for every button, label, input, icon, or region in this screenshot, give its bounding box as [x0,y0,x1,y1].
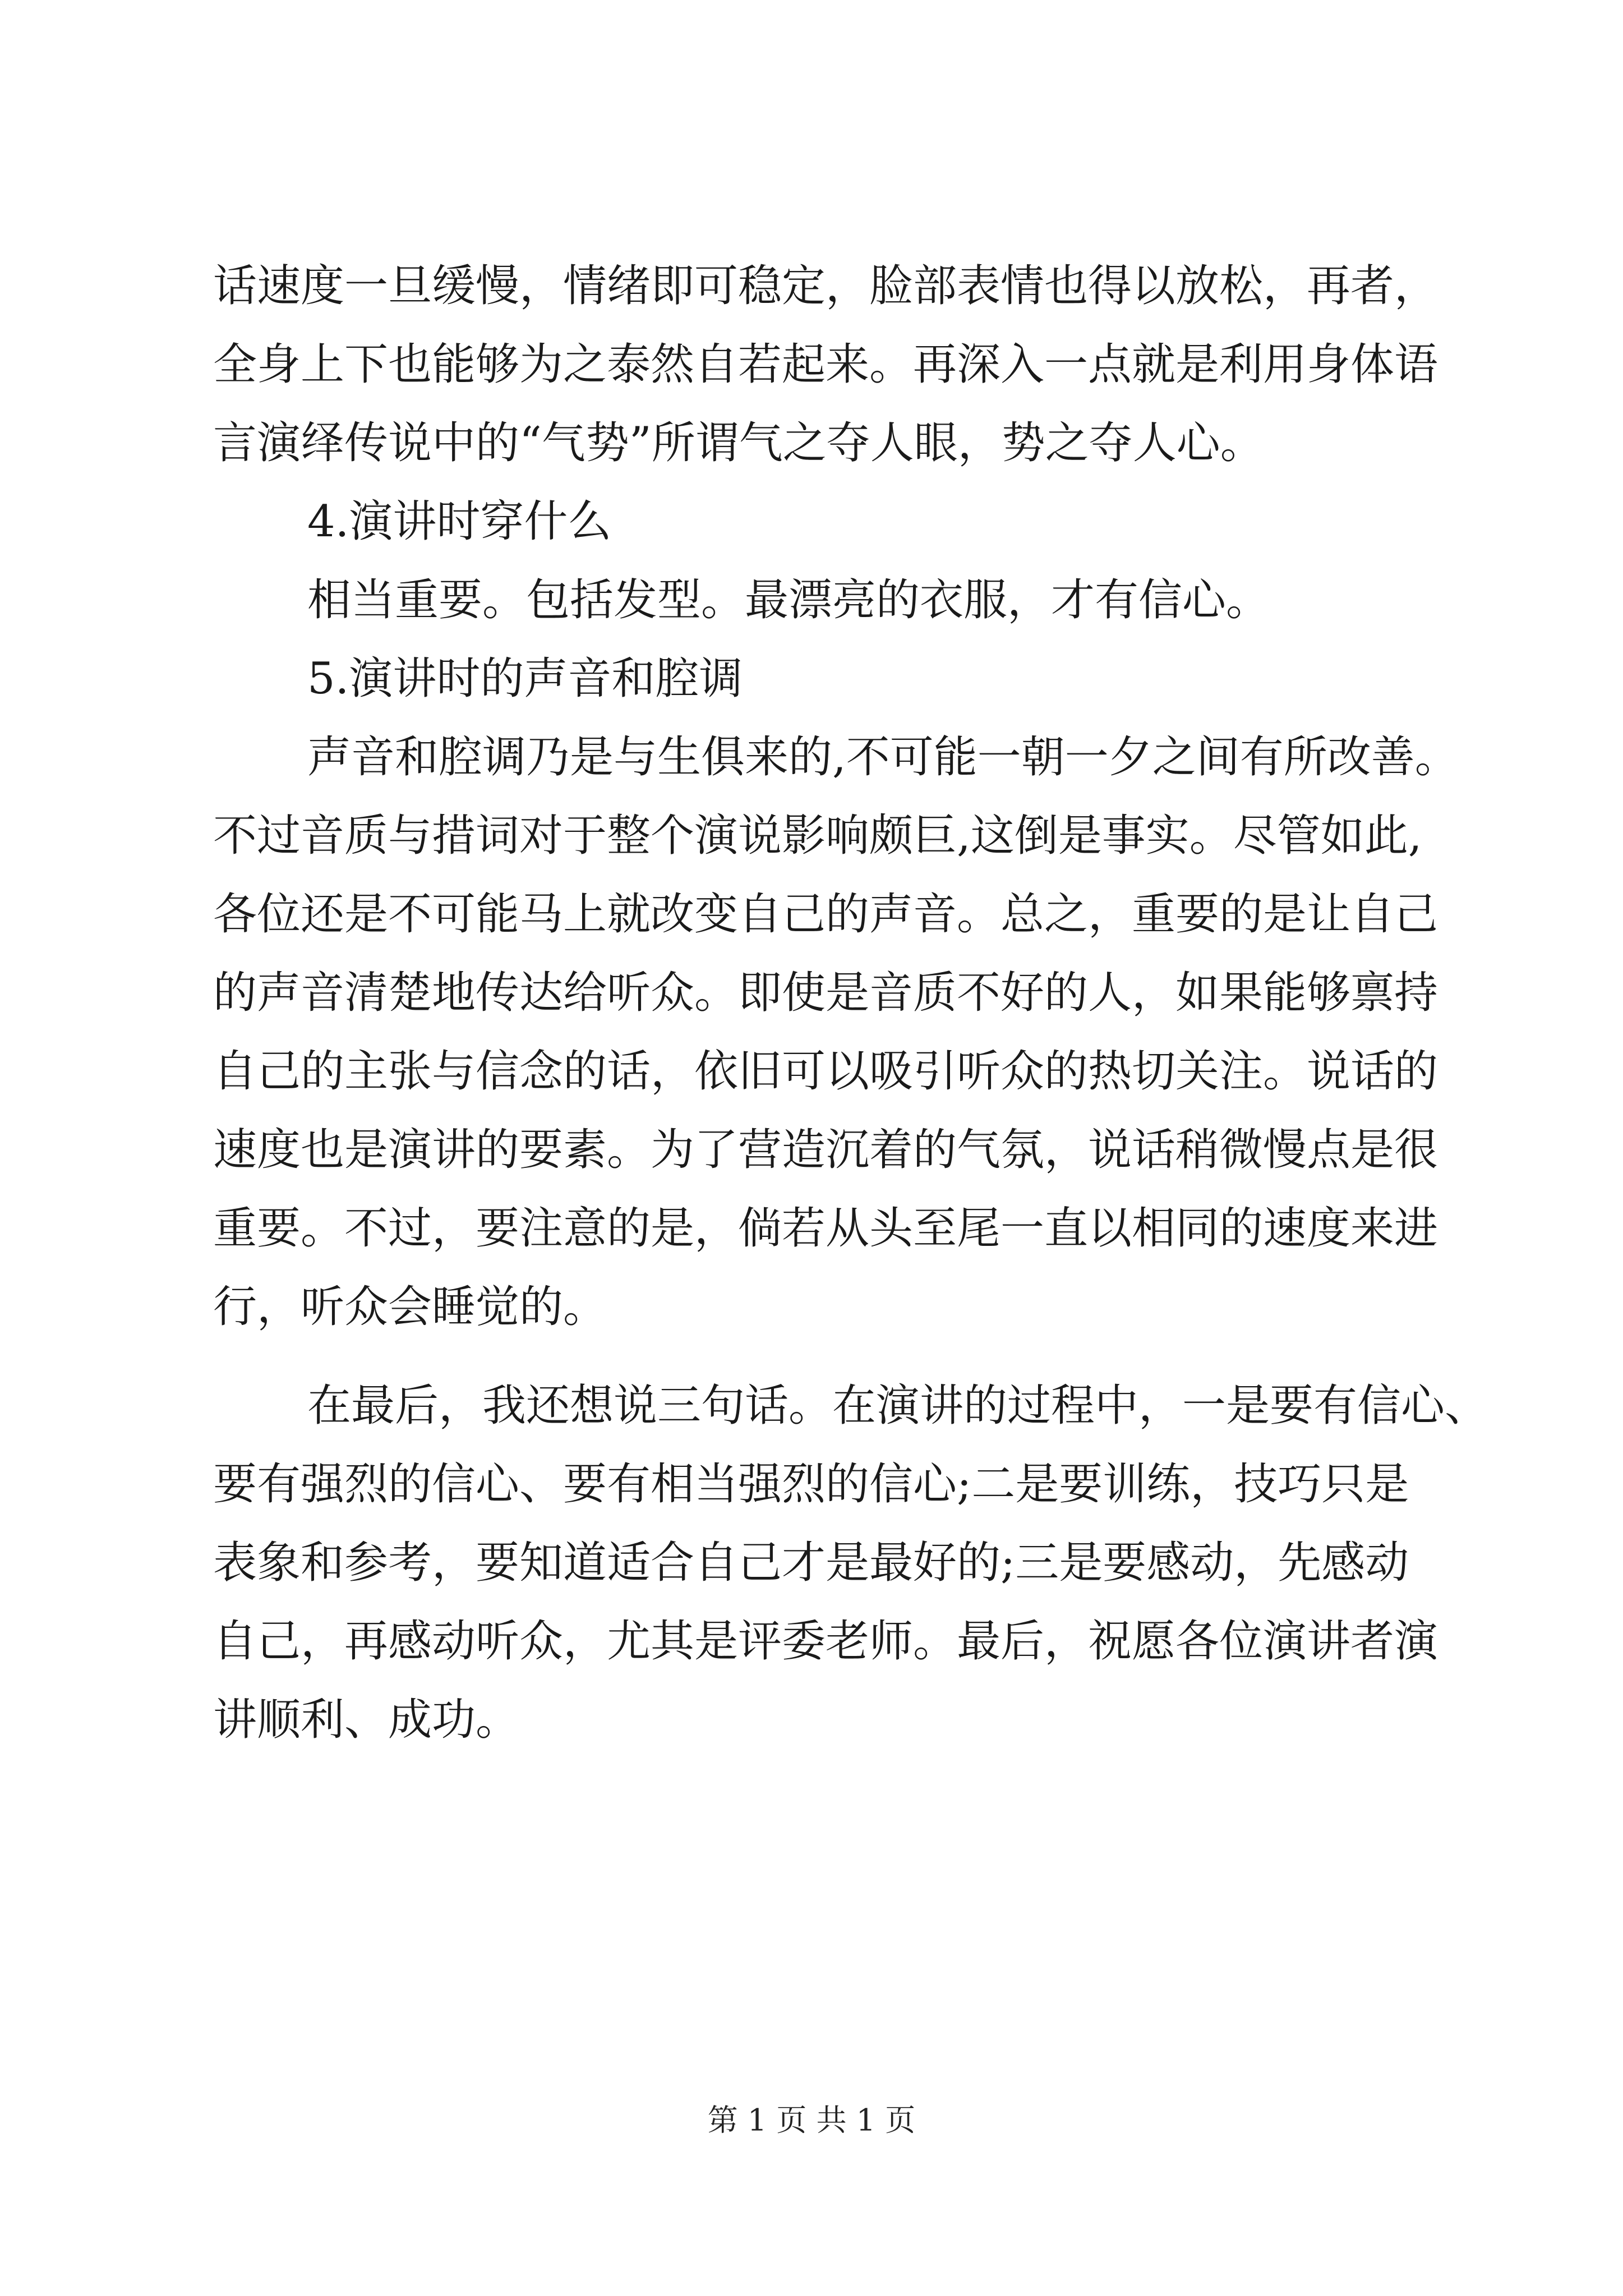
paragraph-line: 速度也是演讲的要素。为了营造沉着的气氛，说话稍微慢点是很 [213,1125,1438,1175]
paragraph-gap [213,1346,1413,1366]
paragraph-line: 表象和参考，要知道适合自己才是最好的;三是要感动，先感动 [213,1538,1409,1588]
paragraph-line: 讲顺利、成功。 [213,1695,520,1745]
paragraph-line: 自己，再感动听众，尤其是评委老师。最后，祝愿各位演讲者演 [213,1616,1438,1667]
page-footer: 第 1 页 共 1 页 [707,2102,916,2138]
paragraph-line: 自己的主张与信念的话，依旧可以吸引听众的热切关注。说话的 [213,1046,1438,1097]
section-heading: 5.演讲时的声音和腔调 [307,654,743,704]
paragraph-line: 声音和腔调乃是与生俱来的,不可能一朝一夕之间有所改善。 [307,732,1459,783]
paragraph-line: 话速度一旦缓慢，情绪即可稳定，脸部表情也得以放松，再者， [213,261,1438,311]
paragraph-line: 相当重要。包括发型。最漂亮的衣服，才有信心。 [307,575,1270,625]
paragraph-line: 要有强烈的信心、要有相当强烈的信心;二是要训练，技巧只是 [213,1459,1409,1510]
paragraph-line: 在最后，我还想说三句话。在演讲的过程中，一是要有信心、 [307,1381,1489,1431]
paragraph-line: 言演绎传说中的“气势”所谓气之夺人眼，势之夺人心。 [213,418,1264,468]
document-body [213,247,1489,1759]
paragraph-line: 行，听众会睡觉的。 [213,1282,607,1332]
paragraph-line: 不过音质与措词对于整个演说影响颇巨,这倒是事实。尽管如此, [213,811,1422,861]
paragraph-line: 各位还是不可能马上就改变自己的声音。总之，重要的是让自己 [213,889,1438,940]
paragraph-line: 重要。不过，要注意的是，倘若从头至尾一直以相同的速度来进 [213,1203,1438,1254]
paragraph-line: 的声音清楚地传达给听众。即使是音质不好的人，如果能够禀持 [213,968,1438,1018]
section-heading: 4.演讲时穿什么 [307,496,612,547]
paragraph-line: 全身上下也能够为之泰然自若起来。再深入一点就是利用身体语 [213,339,1438,390]
